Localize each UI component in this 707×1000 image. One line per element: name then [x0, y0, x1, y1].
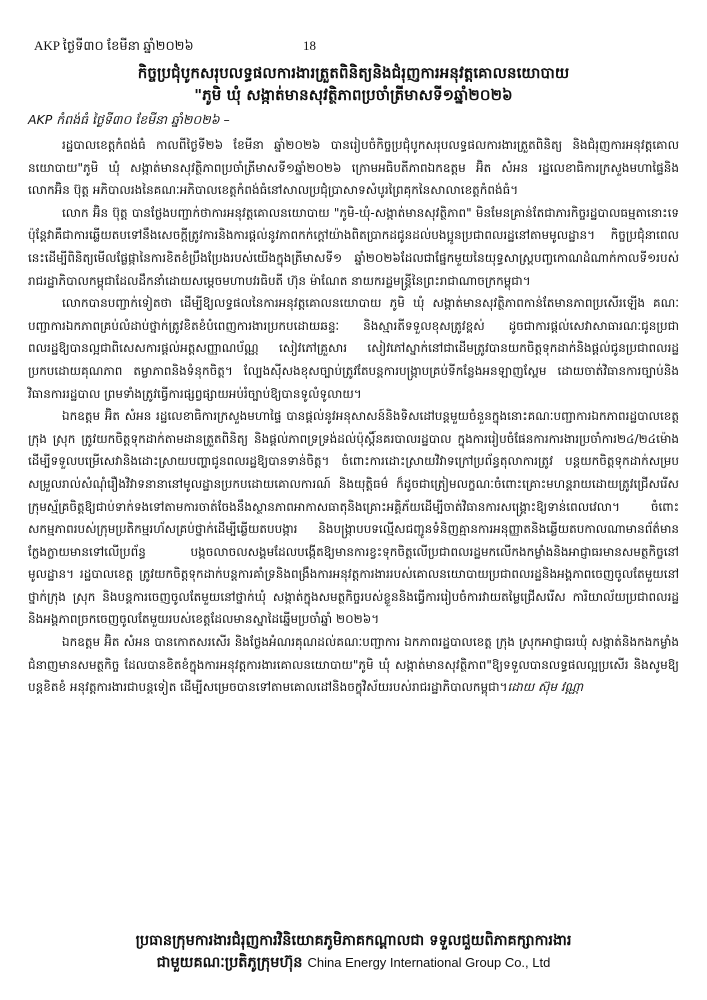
article-headline: [28, 62, 679, 106]
page-number: 18: [303, 38, 316, 53]
paragraph-3: លោកបានបញ្ជាក់ទៀតថា ដើម្បីឱ្យលទ្ធផលនៃការអនុវត្តគោលនយោបាយ ភូមិ ឃុំ សង្កាត់មានសុវត្ថិភាពកាន់តែមានភាពប្រសើរឡើង គណៈបញ្ជាការឯកភាពគ្រប់លំដាប់ថ្នាក់ត្រូវខិតខំបំពេញការងារប្រកបដោយឆន្ទៈ និងស្មារតីទទួលខុសត្រូវខ្ពស់ ដូចជាការផ្តល់សេវាសាធារណៈជូនប្រជាពលរដ្ឋឱ្យបានល្អជាពិសេសការផ្តល់អត្តសញ្ញាណប័ណ្ណ សៀវភៅគ្រួសារ សៀវភៅស្នាក់នៅជាដើមត្រូវបានយកចិត្តទុកដាក់និងផ្តល់ជូនប្រជាពលរដ្ឋប្រកបដោយគុណភាព តម្លាភាពនិងទំនុកចិត្ត។ ល្បែងស៊ីសងខុសច្បាប់ត្រូវតែបន្តការបង្ក្រាបគ្រប់ទីកន្លែងអនឡាញស្ពែម ដោយចាត់វិធានការច្បាប់និងវិធានការរដ្ឋបាល ព្រមទាំងត្រូវធ្វើការផ្សព្វផ្សាយអប់រំច្បាប់ឱ្យបានទូលំទូលាយ។: [28, 296, 679, 401]
paragraph-1: រដ្ឋបាលខេត្តកំពង់ធំ កាលពីថ្ងៃទី២៦ ខែមីនា ឆ្នាំ២០២៦ បានរៀបចំកិច្ចប្រជុំបូកសរុបលទ្ធផលការងារត្រួតពិនិត្យ និងជំរុញការអនុវត្តគោលនយោបាយ"ភូមិ ឃុំ សង្កាត់មានសុវត្ថិភាពប្រចាំត្រីមាសទី១ឆ្នាំ២០២៦ ក្រោមអធិបតីភាពឯកឧត្តម អ៊ិត សំអន រដ្ឋលេខាធិការក្រសួងមហាផ្ទៃនិងលោកអ៊ិន ប៊ុត្ត អភិបាលរងនៃគណៈអភិបាលខេត្តកំពង់ធំនៅសាលប្រជុំប្រាសាទសំបូរព្រៃគុកនៃសាលាខេត្តកំពង់ធំ។: [28, 138, 679, 198]
page-header: [28, 38, 679, 56]
next-headline-khmer: ជាមួយគណៈប្រតិភូក្រុមហ៊ុន: [156, 955, 303, 971]
article-byline: ដោយ ស៊ុម វណ្ណា: [507, 680, 584, 695]
paragraph-2: លោក អ៊ិន ប៊ុត្ត បានថ្លែងបញ្ជាក់ថាការអនុវត្តគោលនយោបាយ "ភូមិ-ឃុំ-សង្កាត់មានសុវត្ថិភាព" មិនមែនគ្រាន់តែជាភារកិច្ចរដ្ឋបាលធម្មតានោះទេប៉ុន្តែវាគឺជាការឆ្លើយតបទៅនឹងសេចក្តីត្រូវការនិងការផ្តល់នូវភាពកក់ក្តៅយ៉ាងពិតប្រាកដជូនដល់បងប្អូនប្រជាពលរដ្ឋនៅតាមមូលដ្ឋាន។ កិច្ចប្រជុំនាពេលនេះដើម្បីពិនិត្យមើលផ្លែផ្កានៃការខិតខំប្រឹងប្រែងរបស់យើងក្នុងត្រីមាសទី១ ឆ្នាំ២០២៦ដែលជាផ្នែកមួយនៃយុទ្ធសាស្ត្របញ្ចកោណដំណាក់កាលទី១របស់រាជរដ្ឋាភិបាលកម្ពុជាដែលដឹកនាំដោយសម្តេចមហាបវរធិបតី ហ៊ុន ម៉ាណែត នាយករដ្ឋមន្ត្រីនៃព្រះរាជាណាចក្រកម្ពុជា។: [28, 205, 679, 288]
paragraph-5-text: ឯកឧត្តម អ៊ិត សំអន បានកោតសរសើរ និងថ្លែងអំណរគុណដល់គណៈបញ្ជាការ ឯកភាពរដ្ឋបាលខេត្ត ក្រុង ស្រុកអាជ្ញាធរឃុំ សង្កាត់និងកងកម្លាំងជំនាញមានសមត្ថកិច្ច ដែលបានខិតខំក្នុងការអនុវត្តការងារគោលនយោបាយ"ភូមិ ឃុំ សង្កាត់មានសុវត្ថិភាព"ឱ្យទទួលបានលទ្ធផលល្អប្រសើរ និងសូមឱ្យបន្តខិតខំ អនុវត្តការងារជាបន្តទៀត ដើម្បីសម្រេចបានទៅតាមគោលដៅនិងចក្ខុវិស័យរបស់រាជរដ្ឋាភិបាលកម្ពុជា។: [28, 635, 679, 695]
headline-line-1: កិច្ចប្រជុំបូកសរុបលទ្ធផលការងារត្រួតពិនិត្យនិងជំរុញការអនុវត្តគោលនយោបាយ: [137, 64, 570, 82]
paragraph-4: ឯកឧត្តម អ៊ិត សំអន រដ្ឋលេខាធិការក្រសួងមហាផ្ទៃ បានផ្តល់នូវអនុសាសន៍និងទិសដៅបន្តមួយចំនួនក្នុងនោះគណៈបញ្ជាការឯកភាពរដ្ឋបាលខេត្ត ក្រុង ស្រុក ត្រូវយកចិត្តទុកដាក់តាមដានត្រួតពិនិត្យ និងផ្តល់ភាពទ្រទ្រង់ដល់ប៉ុស្តិ៍នគរបាលរដ្ឋបាល ក្នុងការរៀបចំផែនការការងារប្រចាំការ២៤/២៤ម៉ោងដើម្បីទទួលបម្រើសេវានិងដោះស្រាយបញ្ហាជូនពលរដ្ឋឱ្យបានទាន់ចិត្ត។ ចំពោះការដោះស្រាយវិវាទក្រៅប្រព័ន្ធតុលាការត្រូវ បន្តយកចិត្តទុកដាក់សម្របសម្រួលរាល់សំណុំរឿងវិវាទនានានៅមូលដ្ឋានប្រកបដោយគោលការណ៍ និងយុត្តិធម៌ ក៏ដូចជាត្រៀមលក្ខណៈចំពោះគ្រោះមហន្តរាយដោយត្រូវជ្រើសរើសក្រុមស្ម័គ្រចិត្តឱ្យជាប់ទាក់ទងទៅតាមការ​ចាត់ចែងនឹងស្ថានភាពអាកាសធាតុនិងគ្រោះអគ្គិភ័យដើម្បីចាត់វិធានការសង្គ្រោះឱ្យទាន់ពេលវេលា។ ចំពោះសកម្មភាពរបស់ក្រុមប្រតិកម្មរហ័សគ្រប់ថ្នាក់ដើម្បីឆ្លើយតបបង្ការ និងបង្ក្រាបបទល្មើសជញ្ជូនទំនិញគ្មានការអនុញ្ញាតនិងឆ្លើយតបកាលណាមានព័ត៌មានក្លែងក្លាយមានទៅលើប្រព័ន្ធ បង្កចលាចលសង្គមដែលបង្កើតឱ្យមានការខ្វះទុកចិត្តលើប្រជាពលរដ្ឋមកលើកងកម្លាំងនិងអាជ្ញាធរមានសមត្ថកិច្ចនៅមូលដ្ឋាន។ រដ្ឋបាលខេត្ត ត្រូវយកចិត្តទុកដាក់បន្តការគាំទ្រនិងពង្រឹងការអនុវត្តការងាររបស់គោលនយោបាយប្រជាពលរដ្ឋនិងអង្គភាពចេញចូលតែមួយនៅថ្នាក់ក្រុង ស្រុក និងបន្តការចេញចូលតែមួយនៅថ្នាក់ឃុំ សង្កាត់ក្នុងសមត្ថកិច្ចរបស់ខ្លួននិងធ្វើការរៀបចំការវាយតម្លៃជ្រើសរើស ការិយាល័យប្រជាពលរដ្ឋនិងអង្គភាពច្រកចេញចូលតែមួយរបស់ខេត្តដែលមានស្នាដៃឆ្នើមប្រចាំឆ្នាំ ២០២៦។: [28, 409, 679, 627]
article-body: [28, 134, 679, 699]
headline-line-2: "ភូមិ ឃុំ សង្កាត់មានសុវត្ថិភាពប្រចាំត្រីមាសទី១ឆ្នាំ២០២៦: [194, 86, 513, 104]
next-article-headline: [28, 930, 679, 974]
paragraph-5: [28, 631, 679, 699]
next-headline-line-1: ប្រធានក្រុមការងារជំរុញការវិនិយោគភូមិភាគកណ្តាលជា ទទួលជួយពិភាគក្សាការងារ: [135, 933, 572, 949]
header-date: AKP ថ្ងៃទី៣០ ខែមីនា ឆ្នាំ២០២៦: [34, 38, 194, 53]
article-dateline: AKP កំពង់ធំ ថ្ងៃទី៣០ ខែមីនា ឆ្នាំ២០២៦ –: [28, 112, 230, 127]
next-headline-company: China Energy International Group Co., Ltd: [307, 955, 551, 970]
next-headline-line-2: [28, 952, 679, 974]
